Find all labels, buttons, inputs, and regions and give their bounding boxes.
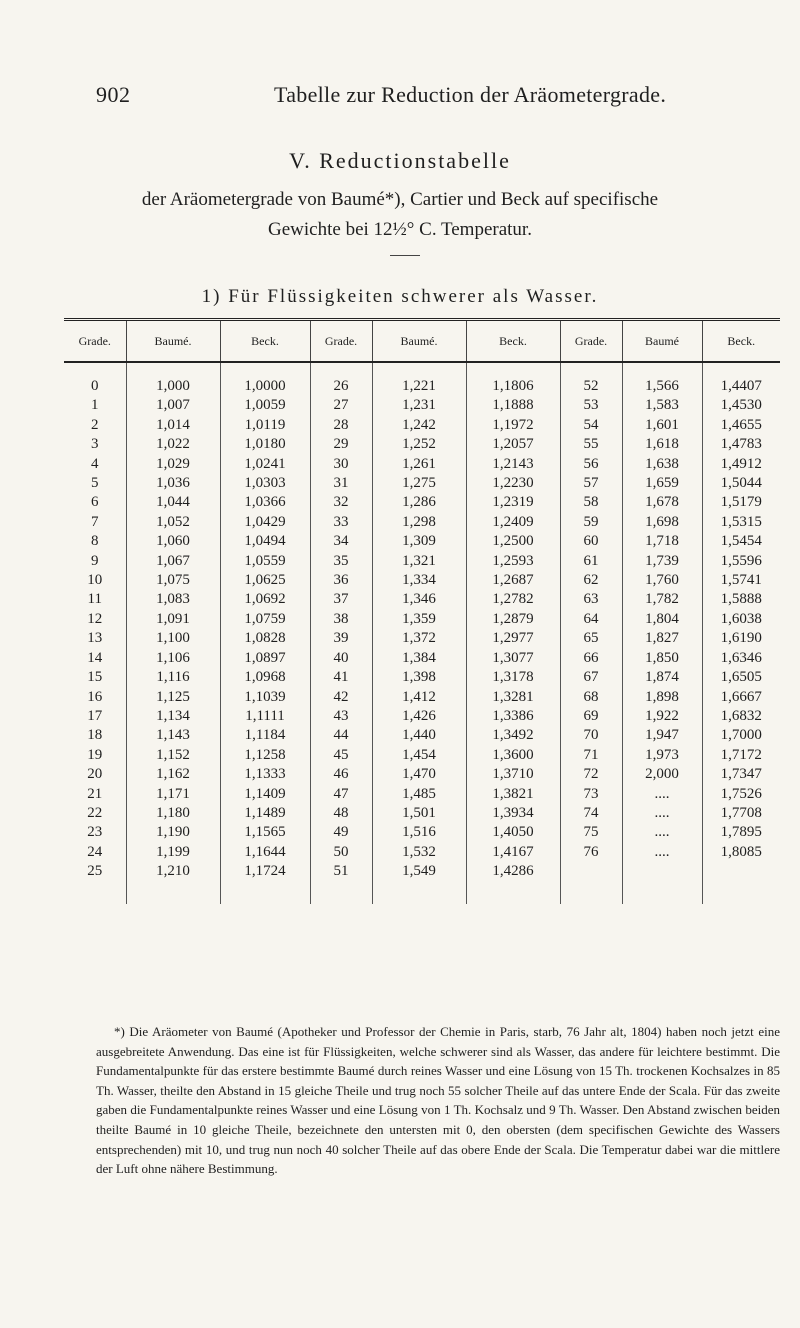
table-cell: 1,0429 <box>220 513 310 532</box>
table-cell: 1,6346 <box>702 649 780 668</box>
table-cell: 43 <box>310 707 372 726</box>
table-cell: 1,242 <box>372 416 466 435</box>
column-header: Baumé. <box>126 320 220 363</box>
table-cell: 1,0366 <box>220 493 310 512</box>
table-cell: 1,827 <box>622 629 702 648</box>
table-row <box>64 590 780 609</box>
table-row <box>64 435 780 454</box>
table-cell: 50 <box>310 843 372 862</box>
title-divider <box>390 255 420 256</box>
table-cell: 1,5315 <box>702 513 780 532</box>
table-cell: 1,1888 <box>466 396 560 415</box>
table-cell: 2,000 <box>622 765 702 784</box>
table-cell: 2 <box>91 416 99 433</box>
table-cell: 1,083 <box>126 590 220 609</box>
table-row <box>64 746 780 765</box>
table-cell: 17 <box>87 707 103 724</box>
table-cell: 1,4167 <box>466 843 560 862</box>
table-cell: 1,106 <box>126 649 220 668</box>
data-table <box>64 318 780 904</box>
table-cell <box>702 862 780 881</box>
table-cell: 1,3386 <box>466 707 560 726</box>
table-cell: 1,334 <box>372 571 466 590</box>
table-cell: 1,1258 <box>220 746 310 765</box>
table-cell <box>622 862 702 881</box>
table-cell: 24 <box>87 843 103 860</box>
table-cell: 1,052 <box>126 513 220 532</box>
table-row <box>64 513 780 532</box>
table-cell: .... <box>622 785 702 804</box>
table-cell: 26 <box>310 377 372 396</box>
table-cell: 1,659 <box>622 474 702 493</box>
table-cell: 1,0059 <box>220 396 310 415</box>
table-cell: 1,601 <box>622 416 702 435</box>
column-header: Baumé. <box>372 320 466 363</box>
table-cell: 1,1111 <box>220 707 310 726</box>
table-cell: 1,022 <box>126 435 220 454</box>
column-header: Grade. <box>64 320 126 363</box>
column-header: Beck. <box>466 320 560 363</box>
table-spacer-row <box>64 362 780 377</box>
table-cell: 1,321 <box>372 552 466 571</box>
table-cell: 18 <box>87 727 103 744</box>
table-cell: 1,075 <box>126 571 220 590</box>
table-cell: 1,3492 <box>466 726 560 745</box>
table-cell: 1,286 <box>372 493 466 512</box>
table-cell: 57 <box>560 474 622 493</box>
table-cell: 11 <box>87 591 102 608</box>
table-cell: 58 <box>560 493 622 512</box>
table-cell: 30 <box>310 455 372 474</box>
table-cell: 1,1489 <box>220 804 310 823</box>
table-cell: 38 <box>310 610 372 629</box>
table-cell: 1,067 <box>126 552 220 571</box>
table-cell: 1,221 <box>372 377 466 396</box>
table-cell: 14 <box>87 649 103 666</box>
table-cell: 1,3178 <box>466 668 560 687</box>
table-cell: 62 <box>560 571 622 590</box>
table-cell: 1,1565 <box>220 823 310 842</box>
table-subtitle <box>0 185 800 245</box>
table-cell: 1,210 <box>126 862 220 881</box>
table-cell: 76 <box>560 843 622 862</box>
table-cell: 1,007 <box>126 396 220 415</box>
table-cell: 1,2879 <box>466 610 560 629</box>
table-row <box>64 493 780 512</box>
table-cell: 1,116 <box>126 668 220 687</box>
table-cell: 1,5044 <box>702 474 780 493</box>
table-cell: .... <box>622 823 702 842</box>
table-cell: 1,6038 <box>702 610 780 629</box>
table-cell: 29 <box>310 435 372 454</box>
table-cell: 40 <box>310 649 372 668</box>
table-cell: 1,044 <box>126 493 220 512</box>
table-cell: 45 <box>310 746 372 765</box>
table-cell: 68 <box>560 688 622 707</box>
table-cell: 1,029 <box>126 455 220 474</box>
table-cell: 1,3281 <box>466 688 560 707</box>
table-cell: 1,2409 <box>466 513 560 532</box>
table-cell: 1,1184 <box>220 726 310 745</box>
table-cell: 1,100 <box>126 629 220 648</box>
table-row <box>64 377 780 396</box>
table-cell: 6 <box>91 494 99 511</box>
table-cell: 55 <box>560 435 622 454</box>
table-cell: 1,261 <box>372 455 466 474</box>
table-cell: 1,3077 <box>466 649 560 668</box>
page-header <box>96 82 740 112</box>
table-cell: 1,501 <box>372 804 466 823</box>
table-cell: 1,4286 <box>466 862 560 881</box>
table-cell: 20 <box>87 766 103 783</box>
table-cell: 1,5179 <box>702 493 780 512</box>
table-cell: 75 <box>560 823 622 842</box>
table-cell: 1,618 <box>622 435 702 454</box>
table-cell: 1,180 <box>126 804 220 823</box>
table-cell: 28 <box>310 416 372 435</box>
table-cell: 1,718 <box>622 532 702 551</box>
table-row <box>64 862 780 881</box>
table-cell: 1,0759 <box>220 610 310 629</box>
column-header: Grade. <box>560 320 622 363</box>
table-cell: 1,0692 <box>220 590 310 609</box>
table-cell: 27 <box>310 396 372 415</box>
table-cell: 1,1724 <box>220 862 310 881</box>
table-cell: 1,298 <box>372 513 466 532</box>
table-cell: 1,7526 <box>702 785 780 804</box>
table-row <box>64 610 780 629</box>
table-cell: 34 <box>310 532 372 551</box>
table-cell: 21 <box>87 785 103 802</box>
table-cell: 1,0119 <box>220 416 310 435</box>
table-cell: 1,973 <box>622 746 702 765</box>
table-cell: 1,0897 <box>220 649 310 668</box>
table-cell: 67 <box>560 668 622 687</box>
table-cell: 15 <box>87 669 103 686</box>
table-cell: 1,5454 <box>702 532 780 551</box>
table-cell: 1,1644 <box>220 843 310 862</box>
table-row <box>64 765 780 784</box>
table-cell: 54 <box>560 416 622 435</box>
table-cell: 1,782 <box>622 590 702 609</box>
table-cell: 1,1039 <box>220 688 310 707</box>
table-cell: 1,2500 <box>466 532 560 551</box>
table-cell: 16 <box>87 688 103 705</box>
table-cell: 1,152 <box>126 746 220 765</box>
table-cell: 1,532 <box>372 843 466 862</box>
table-row <box>64 396 780 415</box>
table-cell: 1,6190 <box>702 629 780 648</box>
table-cell: 1,739 <box>622 552 702 571</box>
table-cell: 63 <box>560 590 622 609</box>
table-cell: 1,1972 <box>466 416 560 435</box>
table-row <box>64 474 780 493</box>
table-cell: 1,2782 <box>466 590 560 609</box>
table-cell: 1,2319 <box>466 493 560 512</box>
table-row <box>64 688 780 707</box>
table-cell: 51 <box>310 862 372 881</box>
table-cell: 41 <box>310 668 372 687</box>
table-cell: 1,516 <box>372 823 466 842</box>
table-cell: 1,698 <box>622 513 702 532</box>
table-cell: 66 <box>560 649 622 668</box>
table-cell: 1,8085 <box>702 843 780 862</box>
table-cell: 1,4655 <box>702 416 780 435</box>
table-title: V. Reductionstabelle <box>289 148 511 173</box>
table-cell: 1,5596 <box>702 552 780 571</box>
table-cell: .... <box>622 843 702 862</box>
table-cell: 36 <box>310 571 372 590</box>
table-cell: 1,4530 <box>702 396 780 415</box>
table-cell: 1,638 <box>622 455 702 474</box>
table-cell: 1,549 <box>372 862 466 881</box>
table-cell: 52 <box>560 377 622 396</box>
table-cell: 25 <box>87 863 103 880</box>
table-cell: 19 <box>87 746 103 763</box>
table-cell: 42 <box>310 688 372 707</box>
table-cell: 4 <box>91 455 99 472</box>
table-cell: 1,0625 <box>220 571 310 590</box>
reduction-table <box>64 318 780 904</box>
table-row <box>64 571 780 590</box>
table-cell: 12 <box>87 610 103 627</box>
table-cell: 1,3821 <box>466 785 560 804</box>
table-cell: 1,850 <box>622 649 702 668</box>
table-cell: 1,0241 <box>220 455 310 474</box>
table-cell: 10 <box>87 572 103 589</box>
table-cell: 1,3934 <box>466 804 560 823</box>
table-cell: 1,7172 <box>702 746 780 765</box>
table-cell: 1,346 <box>372 590 466 609</box>
subtitle-line-1: der Aräometergrade von Baumé*), Cartier und Beck auf specifische <box>141 189 659 210</box>
table-cell: 1,2230 <box>466 474 560 493</box>
table-cell: 1,384 <box>372 649 466 668</box>
table-cell: 35 <box>310 552 372 571</box>
table-cell: 1,1333 <box>220 765 310 784</box>
table-cell: 1,440 <box>372 726 466 745</box>
table-cell: 69 <box>560 707 622 726</box>
table-cell: 1,1806 <box>466 377 560 396</box>
table-cell: 1,874 <box>622 668 702 687</box>
table-cell: 59 <box>560 513 622 532</box>
table-cell: 1,0828 <box>220 629 310 648</box>
table-row <box>64 416 780 435</box>
table-cell: 1,190 <box>126 823 220 842</box>
table-cell: 48 <box>310 804 372 823</box>
table-cell: 1,309 <box>372 532 466 551</box>
table-cell: 65 <box>560 629 622 648</box>
table-cell: 39 <box>310 629 372 648</box>
table-cell: 64 <box>560 610 622 629</box>
table-cell: 1,566 <box>622 377 702 396</box>
table-row <box>64 668 780 687</box>
table-cell: 1,2977 <box>466 629 560 648</box>
table-cell: 56 <box>560 455 622 474</box>
table-cell: 1,7347 <box>702 765 780 784</box>
column-header: Beck. <box>220 320 310 363</box>
table-cell: 1,454 <box>372 746 466 765</box>
table-cell: 1,125 <box>126 688 220 707</box>
table-cell: 1,014 <box>126 416 220 435</box>
table-row <box>64 804 780 823</box>
table-cell: 72 <box>560 765 622 784</box>
table-cell: 1,4783 <box>702 435 780 454</box>
table-cell: 1,412 <box>372 688 466 707</box>
table-spacer-row <box>64 882 780 904</box>
table-cell: 1,760 <box>622 571 702 590</box>
table-cell: 37 <box>310 590 372 609</box>
table-cell: 1,060 <box>126 532 220 551</box>
running-title: Tabelle zur Reduction der Aräometergrade. <box>274 82 667 107</box>
table-cell: 1,359 <box>372 610 466 629</box>
table-cell: 47 <box>310 785 372 804</box>
table-row <box>64 629 780 648</box>
table-cell: 1,898 <box>622 688 702 707</box>
table-header-row <box>64 320 780 363</box>
table-cell: 1,5888 <box>702 590 780 609</box>
table-cell: 1,947 <box>622 726 702 745</box>
table-cell: 1,5741 <box>702 571 780 590</box>
table-cell: 70 <box>560 726 622 745</box>
table-cell: 1,4912 <box>702 455 780 474</box>
table-cell: 1,1409 <box>220 785 310 804</box>
subtitle-line-2: Gewichte bei 12½° C. Temperatur. <box>268 219 532 240</box>
table-cell: 1,091 <box>126 610 220 629</box>
table-cell: 1,7895 <box>702 823 780 842</box>
table-cell: 1,162 <box>126 765 220 784</box>
table-cell: 1,678 <box>622 493 702 512</box>
table-cell: 1,4407 <box>702 377 780 396</box>
table-cell: 1,0494 <box>220 532 310 551</box>
table-cell: 32 <box>310 493 372 512</box>
table-cell: 53 <box>560 396 622 415</box>
table-row <box>64 455 780 474</box>
table-cell: 46 <box>310 765 372 784</box>
column-header: Grade. <box>310 320 372 363</box>
page-number: 902 <box>96 82 131 107</box>
table-cell: 1,7708 <box>702 804 780 823</box>
table-cell: 1,252 <box>372 435 466 454</box>
table-cell: 44 <box>310 726 372 745</box>
table-cell: 1,6832 <box>702 707 780 726</box>
table-cell: 1,922 <box>622 707 702 726</box>
table-row <box>64 707 780 726</box>
table-cell: .... <box>622 804 702 823</box>
footnote: *) Die Aräometer von Baumé (Apotheker und Professor der Chemie in Paris, starb, 76 Jahr alt, 1804) haben noch jetzt eine ausgebreitete Anwendung. Das eine ist für Flüssigkeiten, welche schwerer sind als Wasser, das andere für leichtere bestimmt. Die Fundamentalpunkte für das erstere bestimmte Baumé durch reines Wasser und eine Lösung von 15 Th. trockenen Kochsalzes in 85 Th. Wasser, theilte den Abstand in 15 gleiche Theile und trug noch 55 solcher Theile auf das untere Ende der Scala. Für das zweite gaben die Fundamentalpunkte reines Wasser und eine Lösung von 1 Th. Kochsalz und 9 Th. Wasser. Den Abstand zwischen beiden theilte Baumé in 10 gleiche Theile, bezeichnete den untersten mit 0, den obersten (dem specifischen Gewichte des Wassers entsprechenden) mit 10, und trug nun noch 40 solcher Theile auf das obere Ende der Scala. Die Temperatur dabei war die mittlere der Luft ohne nähere Bestimmung. <box>96 1024 780 1177</box>
table-cell: 1,485 <box>372 785 466 804</box>
table-cell: 1,000 <box>126 377 220 396</box>
table-cell: 13 <box>87 630 103 647</box>
table-cell: 31 <box>310 474 372 493</box>
table-cell: 5 <box>91 475 99 492</box>
table-cell: 23 <box>87 824 103 841</box>
table-cell: 1,7000 <box>702 726 780 745</box>
table-cell: 1,398 <box>372 668 466 687</box>
table-row <box>64 532 780 551</box>
table-cell: 61 <box>560 552 622 571</box>
table-cell: 1,0303 <box>220 474 310 493</box>
table-cell: 9 <box>91 552 99 569</box>
table-cell: 1,2057 <box>466 435 560 454</box>
table-cell: 1,6505 <box>702 668 780 687</box>
column-header: Baumé <box>622 320 702 363</box>
table-cell: 1,2143 <box>466 455 560 474</box>
table-cell: 1,6667 <box>702 688 780 707</box>
table-cell: 1,199 <box>126 843 220 862</box>
table-cell: 8 <box>91 533 99 550</box>
table-row <box>64 552 780 571</box>
table-cell: 1,0559 <box>220 552 310 571</box>
table-row <box>64 649 780 668</box>
table-body <box>64 362 780 904</box>
table-cell: 1,036 <box>126 474 220 493</box>
table-cell: 1,134 <box>126 707 220 726</box>
table-cell: 49 <box>310 823 372 842</box>
table-cell: 1,231 <box>372 396 466 415</box>
table-cell: 71 <box>560 746 622 765</box>
table-cell: 74 <box>560 804 622 823</box>
table-cell: 1,171 <box>126 785 220 804</box>
table-cell: 73 <box>560 785 622 804</box>
table-cell: 0 <box>91 378 99 394</box>
table-cell: 1 <box>91 397 99 414</box>
table-cell: 1,470 <box>372 765 466 784</box>
table-row <box>64 843 780 862</box>
table-cell: 1,372 <box>372 629 466 648</box>
table-cell: 1,275 <box>372 474 466 493</box>
table-cell: 1,804 <box>622 610 702 629</box>
table-cell: 1,2687 <box>466 571 560 590</box>
table-cell: 3 <box>91 436 99 453</box>
table-row <box>64 785 780 804</box>
table-cell: 1,0180 <box>220 435 310 454</box>
table-cell: 1,583 <box>622 396 702 415</box>
table-cell <box>560 862 622 881</box>
column-header: Beck. <box>702 320 780 363</box>
table-cell: 1,0000 <box>220 377 310 396</box>
table-cell: 22 <box>87 804 103 821</box>
table-cell: 1,4050 <box>466 823 560 842</box>
table-cell: 1,0968 <box>220 668 310 687</box>
table-cell: 1,426 <box>372 707 466 726</box>
table-row <box>64 726 780 745</box>
section-title: 1) Für Flüssigkeiten schwerer als Wasser. <box>201 286 599 307</box>
table-cell: 33 <box>310 513 372 532</box>
table-cell: 1,143 <box>126 726 220 745</box>
table-cell: 7 <box>91 513 99 530</box>
table-cell: 1,3600 <box>466 746 560 765</box>
table-row <box>64 823 780 842</box>
table-cell: 1,3710 <box>466 765 560 784</box>
table-cell: 1,2593 <box>466 552 560 571</box>
table-cell: 60 <box>560 532 622 551</box>
